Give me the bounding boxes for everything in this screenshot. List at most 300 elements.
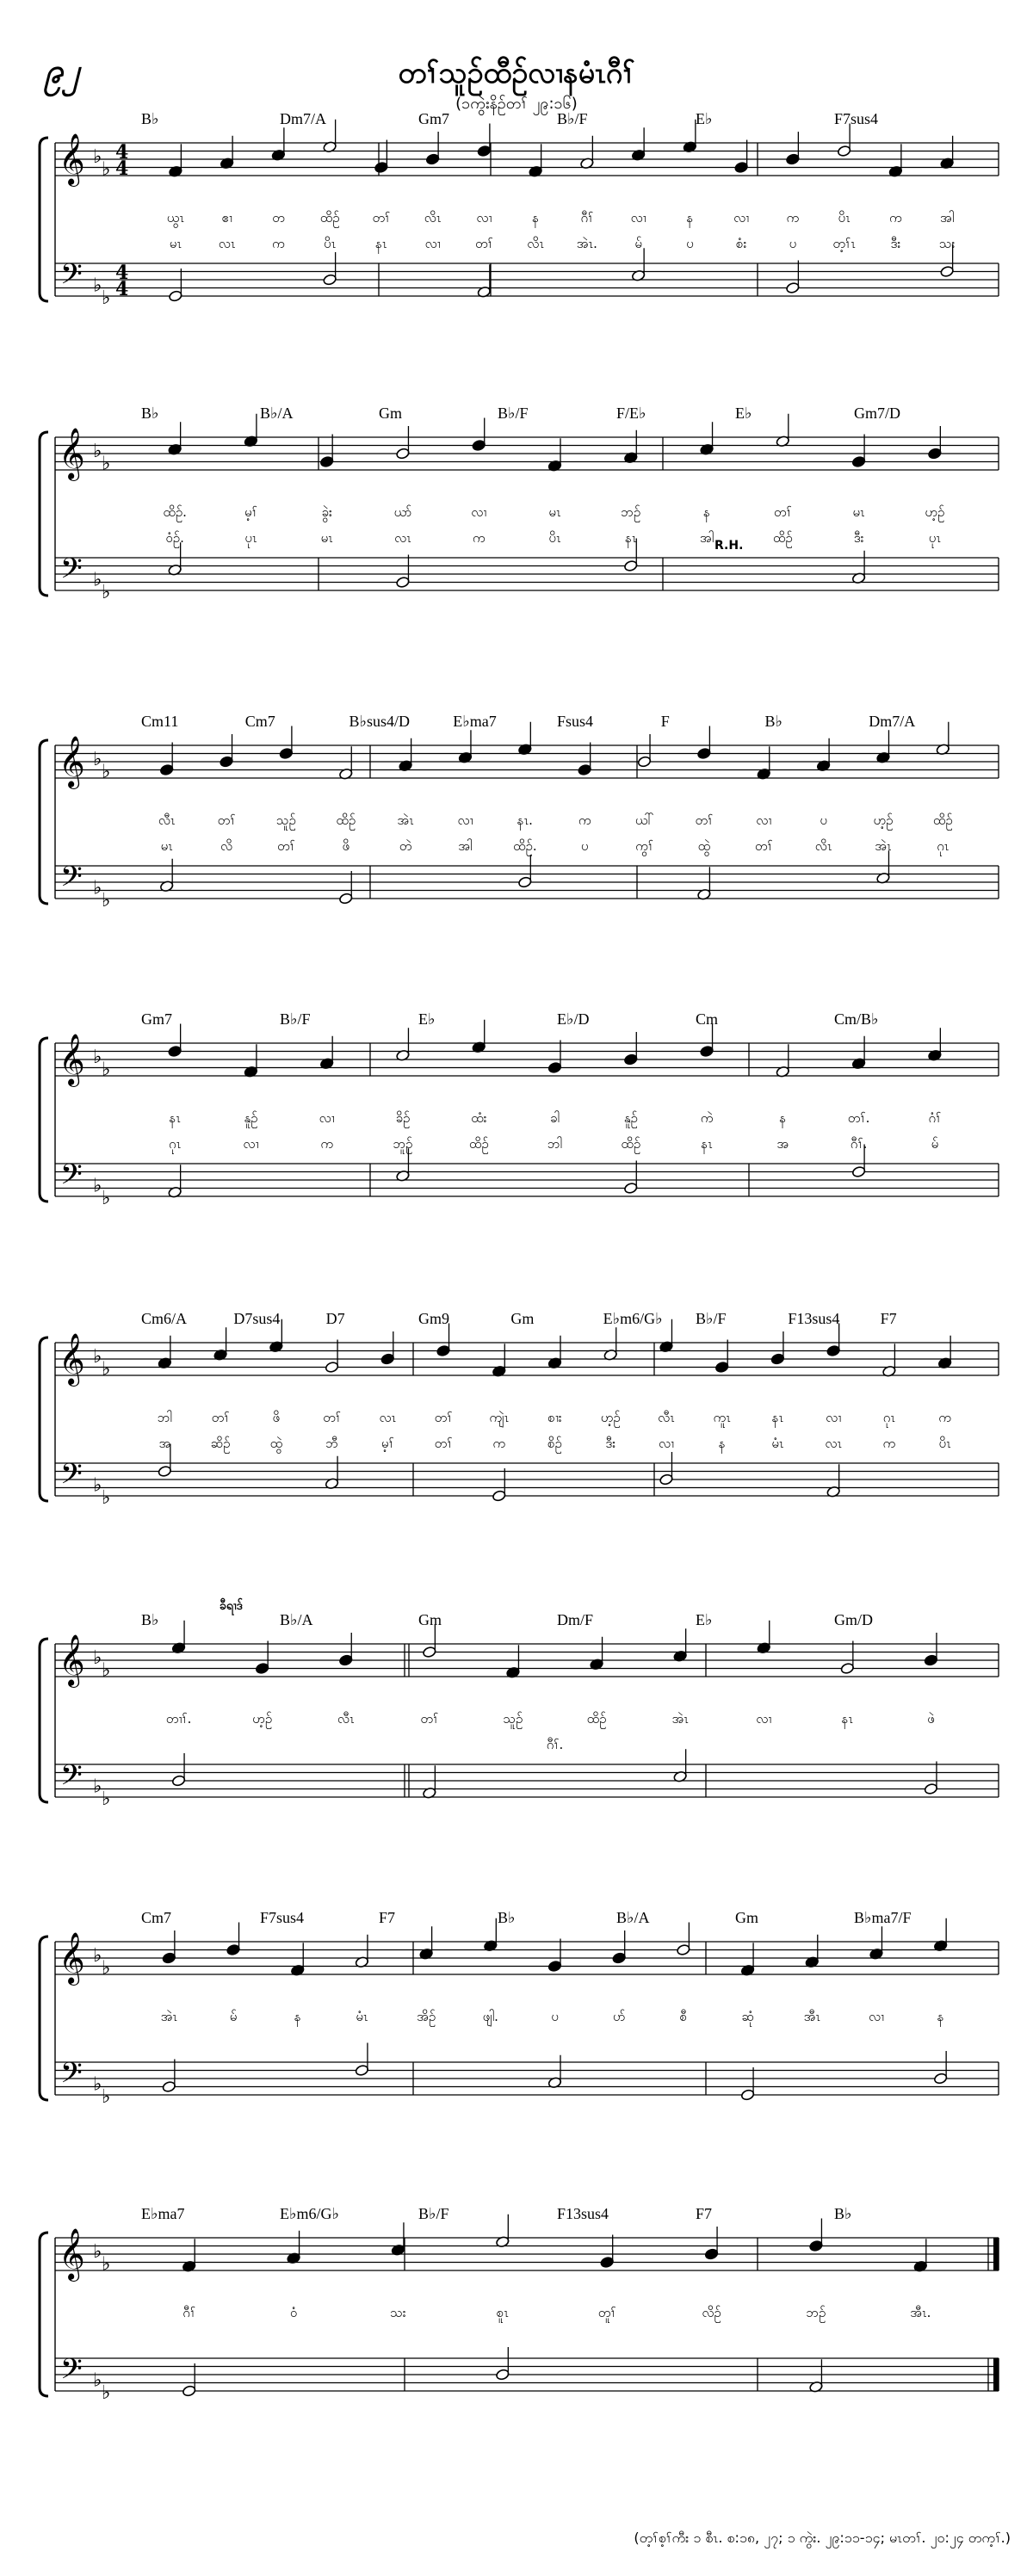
time-signature-bottom: 4 xyxy=(115,158,129,180)
lyric-syllable: နၤ xyxy=(841,1711,854,1727)
notehead xyxy=(492,1490,506,1502)
system-bracket xyxy=(40,432,48,596)
song-title: တၢ်သူဉ်ထီဉ်လၢနမံၤဂီၢ် xyxy=(398,56,635,90)
notehead xyxy=(623,1053,638,1066)
chord-symbols xyxy=(141,2205,852,2222)
notehead xyxy=(851,1165,866,1177)
treble-clef-icon: 𝄞 xyxy=(59,1932,85,1984)
music-system xyxy=(40,2205,999,2404)
notehead xyxy=(374,161,389,173)
score-marker: ခီရၢဒ် xyxy=(220,1599,243,1613)
chord-symbol: D7 xyxy=(325,1310,345,1327)
lyric-syllable: ဂုၤ xyxy=(882,1410,896,1425)
chord-symbol: B♭/A xyxy=(616,1909,650,1926)
lyric-syllable: နူဉ် xyxy=(244,1110,258,1126)
chord-symbol: Gm xyxy=(735,1909,758,1926)
lyric-syllable: ပိၤ xyxy=(838,210,851,225)
chord-symbol: Gm7 xyxy=(141,1010,172,1028)
chord-symbol: Cm11 xyxy=(141,713,179,730)
chord-symbol: B♭ xyxy=(764,713,782,730)
notehead xyxy=(436,1344,451,1356)
notehead xyxy=(323,274,337,286)
lyric-line-1 xyxy=(166,1711,935,1729)
treble-clef-icon: 𝄞 xyxy=(59,1634,85,1686)
flat-icon: ♭ xyxy=(102,1957,111,1980)
notehead xyxy=(338,893,353,905)
lyric-syllable: ခိဉ် xyxy=(395,1110,411,1126)
notehead xyxy=(547,1061,562,1073)
music-system xyxy=(40,1909,999,2108)
chord-symbols xyxy=(141,1010,879,1028)
flat-icon: ♭ xyxy=(102,2381,111,2404)
flat-icon: ♭ xyxy=(93,441,102,462)
lyric-syllable: ဟ့ဉ် xyxy=(600,1410,621,1425)
notehead xyxy=(380,1353,395,1365)
chord-symbol: B♭/F xyxy=(280,1010,311,1028)
lyric-syllable: ထိဉ် xyxy=(772,530,793,546)
flat-icon: ♭ xyxy=(93,1346,102,1368)
lyric-syllable: လိၤ xyxy=(424,210,442,225)
lyric-syllable: ဆိဉ် xyxy=(210,1436,231,1451)
chord-symbols xyxy=(141,713,915,730)
notehead xyxy=(928,448,943,460)
notehead xyxy=(924,1782,938,1795)
notehead xyxy=(809,2239,824,2252)
flat-icon: ♭ xyxy=(93,1647,102,1669)
flat-icon: ♭ xyxy=(93,1776,102,1798)
notehead xyxy=(924,1654,938,1666)
lyric-syllable: ဖျါ. xyxy=(482,2009,498,2024)
chord-symbol: Gm xyxy=(510,1310,535,1327)
system-bracket xyxy=(40,1337,48,1501)
flat-icon: ♭ xyxy=(93,1474,102,1497)
lyric-line-1 xyxy=(163,504,944,522)
notehead xyxy=(279,747,294,759)
lyric-syllable: ဂီၢ် xyxy=(182,2305,196,2320)
chord-symbol: F7sus4 xyxy=(260,1909,305,1926)
chord-symbol: B♭/F xyxy=(696,1310,727,1327)
notehead xyxy=(171,1775,186,1787)
lyric-syllable: လၢ xyxy=(319,1110,335,1126)
lyric-syllable: ဘဉ် xyxy=(621,504,641,520)
lyric-syllable: မၤ xyxy=(548,504,561,520)
lyric-syllable: စိဉ် xyxy=(547,1436,562,1451)
lyric-syllable: ဘဉ် xyxy=(806,2305,826,2320)
chord-symbol: Cm6/A xyxy=(141,1310,188,1327)
lyric-line-2 xyxy=(161,838,949,856)
lyric-syllable: ဆုံ xyxy=(741,2009,754,2024)
time-signature-top: 4 xyxy=(115,141,129,164)
lyric-syllable: န xyxy=(532,210,540,225)
lyric-syllable: န xyxy=(718,1436,726,1451)
lyric-syllable: အီၤ. xyxy=(910,2305,931,2320)
notehead xyxy=(423,1646,437,1658)
lyric-syllable: ကဲ xyxy=(700,1110,714,1126)
flat-icon: ♭ xyxy=(102,158,111,181)
lyric-syllable: ဒီး xyxy=(605,1436,616,1451)
lyric-syllable: န xyxy=(294,2009,301,2024)
treble-clef-icon: 𝄞 xyxy=(59,2228,85,2280)
lyric-syllable: စူၤ xyxy=(496,2305,509,2320)
system-bracket xyxy=(40,2233,48,2396)
notehead xyxy=(472,439,486,451)
lyric-syllable: က xyxy=(938,1410,951,1425)
lyric-syllable: မ့ၢ် xyxy=(380,1436,394,1451)
chord-symbol: B♭ xyxy=(141,405,159,422)
lyric-syllable: သူဉ် xyxy=(503,1711,523,1727)
chord-symbol: F7 xyxy=(880,1310,897,1327)
notehead xyxy=(600,2256,615,2268)
lyric-syllable: အ xyxy=(776,1136,789,1152)
treble-staff xyxy=(55,1644,999,1677)
system-bracket xyxy=(40,1639,48,1802)
notehead xyxy=(169,290,183,302)
notehead xyxy=(578,763,592,775)
chord-symbol: B♭ xyxy=(141,110,159,127)
chord-symbols xyxy=(141,1909,912,1926)
lyric-syllable: လီၤ xyxy=(337,1711,355,1727)
lyric-syllable: လၢ xyxy=(243,1136,259,1152)
treble-staff xyxy=(55,1942,999,1974)
chord-symbol: B♭/F xyxy=(498,405,529,422)
lyric-syllable: နၤ xyxy=(771,1410,784,1425)
lyric-syllable: လၢ xyxy=(756,812,772,828)
lyric-syllable: အိဉ် xyxy=(417,2009,436,2024)
lyric-syllable: ဟ့ဉ် xyxy=(925,504,945,520)
lyric-syllable: န xyxy=(703,504,710,520)
chord-symbol: Fsus4 xyxy=(557,713,594,730)
lyric-syllable: တၢ် xyxy=(420,1711,439,1727)
lyric-syllable: တၢ် xyxy=(434,1410,453,1425)
bass-clef-icon: 𝄢 xyxy=(60,861,83,900)
lyric-syllable: ဂီၢ်. xyxy=(546,1737,564,1752)
lyric-line-2 xyxy=(158,1436,950,1454)
lyric-syllable: ပာ် xyxy=(612,2009,626,2024)
lyric-syllable: န xyxy=(686,210,694,225)
chord-symbols xyxy=(141,110,878,127)
lyric-syllable: ပုၤ xyxy=(244,530,257,546)
lyric-line-1 xyxy=(169,1110,941,1128)
notehead xyxy=(786,153,801,165)
lyric-syllable: ဂီၢ်. xyxy=(850,1136,868,1152)
lyric-syllable: ပိၤ xyxy=(548,530,561,546)
notehead xyxy=(547,1960,562,1972)
lyric-line-2 xyxy=(547,1737,564,1752)
flat-icon: ♭ xyxy=(93,749,102,770)
notehead xyxy=(518,876,533,888)
notehead xyxy=(319,455,334,467)
bass-clef-icon: 𝄢 xyxy=(60,2057,83,2097)
lyric-syllable: ဘါ xyxy=(157,1410,172,1425)
lyric-syllable: ဂုၤ xyxy=(937,838,949,854)
notehead xyxy=(637,756,652,768)
notehead xyxy=(826,1344,841,1356)
chord-symbol: F/E♭ xyxy=(616,405,646,422)
lyric-syllable: တၢၢ်. xyxy=(165,1711,192,1727)
lyric-syllable: က xyxy=(320,1136,334,1152)
lyric-syllable: မၤ xyxy=(320,530,333,546)
lyric-syllable: လၤ xyxy=(218,236,236,251)
music-system xyxy=(40,1310,999,1509)
chord-symbol: Gm9 xyxy=(418,1310,449,1327)
chord-symbol: E♭ma7 xyxy=(453,713,497,730)
chord-symbol: Gm/D xyxy=(834,1611,873,1628)
treble-clef-icon: 𝄞 xyxy=(59,428,85,479)
lyric-syllable: ဧၢ xyxy=(221,210,232,225)
chord-symbol: Dm/F xyxy=(557,1611,594,1628)
flat-icon: ♭ xyxy=(93,1175,102,1197)
notehead xyxy=(338,1654,353,1666)
lyric-syllable: စီ xyxy=(679,2009,688,2024)
notehead xyxy=(851,455,866,467)
notehead xyxy=(226,1943,241,1955)
lyric-syllable: အဲၤ xyxy=(397,812,414,828)
lyric-syllable: ဂံၢ် xyxy=(928,1110,942,1126)
lyric-syllable: ကူၤ xyxy=(713,1410,731,1425)
notehead xyxy=(355,2064,369,2076)
chord-symbols xyxy=(141,1310,897,1327)
lyric-syllable: လိ xyxy=(220,838,233,854)
lyric-syllable: ထိဉ် xyxy=(621,1136,641,1152)
lyric-syllable: တ xyxy=(272,210,285,225)
lyric-syllable: သး xyxy=(390,2305,406,2320)
lyric-syllable: မ် xyxy=(634,236,642,251)
lyric-syllable: တၢ် xyxy=(773,504,792,520)
lyric-syllable: လၢ xyxy=(457,812,473,828)
lyric-syllable: တၢ် xyxy=(434,1436,453,1451)
lyric-syllable: ပ xyxy=(580,838,589,854)
lyric-syllable: ထိဉ် xyxy=(468,1136,489,1152)
lyric-syllable: ဖိ xyxy=(272,1410,281,1425)
notehead xyxy=(933,2073,948,2085)
flat-icon: ♭ xyxy=(102,1187,111,1209)
notehead xyxy=(425,153,440,165)
bass-clef-icon: 𝄢 xyxy=(60,553,83,592)
flat-icon: ♭ xyxy=(93,1945,102,1967)
notehead xyxy=(840,1662,855,1674)
lyric-syllable: က xyxy=(882,1436,896,1451)
notehead xyxy=(940,265,955,277)
lyric-syllable: နၤ. xyxy=(516,812,533,828)
notehead xyxy=(740,2089,755,2101)
lyric-line-1 xyxy=(158,812,953,831)
notehead xyxy=(612,1952,627,1964)
lyric-line-1 xyxy=(182,2305,931,2323)
lyric-syllable: ပိၤ xyxy=(938,1436,951,1451)
lyric-syllable: ထွဲ xyxy=(269,1436,283,1451)
lyric-syllable: လၢ xyxy=(471,504,487,520)
chord-symbol: B♭ma7/F xyxy=(854,1909,912,1926)
lyric-syllable: ထွဲ xyxy=(697,838,711,854)
lyric-syllable: မၤ xyxy=(169,236,182,251)
lyric-syllable: က xyxy=(472,530,486,546)
lyric-syllable: မံၤ xyxy=(771,1436,784,1451)
lyric-syllable: ဟ့ဉ် xyxy=(873,812,894,828)
lyric-syllable: အီၤ xyxy=(803,2009,820,2024)
lyric-syllable: က xyxy=(786,210,800,225)
lyric-syllable: အါ xyxy=(939,210,955,225)
lyric-syllable: ခွဲး xyxy=(321,504,332,520)
scripture-reference: (၁ကွဲး‌နိဉ်တၢ် ၂၉:၁၆) xyxy=(455,95,578,113)
bass-staff xyxy=(55,1463,999,1496)
chord-symbol: F xyxy=(660,713,670,730)
chord-symbol: Cm xyxy=(696,1010,719,1028)
lyric-syllable: လၢ xyxy=(476,210,492,225)
bass-clef-icon: 𝄢 xyxy=(60,1458,83,1498)
lyric-syllable: လၢ xyxy=(826,1410,842,1425)
notehead xyxy=(697,747,712,759)
lyric-line-1 xyxy=(161,2009,944,2027)
lyric-syllable: ယွၤ xyxy=(166,210,184,225)
lyric-syllable: ထိဉ်. xyxy=(513,838,537,854)
flat-icon: ♭ xyxy=(102,581,111,603)
lyric-syllable: တၢ် xyxy=(211,1410,230,1425)
lyric-syllable: လၢ xyxy=(424,236,441,251)
lyric-syllable: အဲၤ xyxy=(160,2009,178,2024)
notehead xyxy=(182,2385,196,2397)
flat-icon: ♭ xyxy=(102,889,111,911)
time-signature-bottom: 4 xyxy=(115,278,129,300)
lyric-syllable: တ့ၢ်ၤ xyxy=(832,236,856,251)
lyric-syllable: ထိဉ် xyxy=(336,812,356,828)
bass-clef-icon: 𝄢 xyxy=(60,258,83,298)
flat-icon: ♭ xyxy=(102,1788,111,1810)
flat-icon: ♭ xyxy=(93,275,102,297)
flat-icon: ♭ xyxy=(93,1047,102,1068)
notehead xyxy=(837,145,851,157)
lyric-syllable: ပ xyxy=(789,236,797,251)
lyric-syllable: ယါ် xyxy=(634,812,654,828)
lyric-syllable: လီၤ xyxy=(658,1410,675,1425)
final-barline xyxy=(993,2238,999,2270)
lyric-syllable: က xyxy=(578,812,591,828)
chord-symbol: E♭m6/G♭ xyxy=(603,1310,663,1327)
chord-symbol: Cm/B♭ xyxy=(834,1010,879,1028)
lyric-syllable: လၢ xyxy=(868,2009,884,2024)
lyric-syllable: အဲၤ. xyxy=(576,236,597,251)
lyric-syllable: လၢ xyxy=(756,1711,772,1727)
lyric-syllable: မံၤ xyxy=(356,2009,368,2024)
lyric-syllable: လၤ xyxy=(379,1410,397,1425)
chord-symbols xyxy=(141,405,900,422)
notehead xyxy=(786,281,801,293)
time-signature-top: 4 xyxy=(115,262,129,284)
music-system xyxy=(40,1010,999,1209)
flat-icon: ♭ xyxy=(93,2241,102,2263)
lyric-syllable: နၤ xyxy=(701,1136,713,1152)
flat-icon: ♭ xyxy=(102,1659,111,1682)
lyric-syllable: သူဉ် xyxy=(275,812,296,828)
treble-clef-icon: 𝄞 xyxy=(59,133,85,185)
treble-clef-icon: 𝄞 xyxy=(59,1034,85,1085)
notehead xyxy=(496,2369,510,2381)
lyric-syllable: တဲ xyxy=(399,838,412,854)
chord-symbol: B♭/F xyxy=(557,110,588,127)
lyric-syllable: ထိဉ် xyxy=(586,1711,607,1727)
lyric-syllable: လီၤ xyxy=(158,812,176,828)
chord-symbol: Gm7 xyxy=(418,110,449,127)
lyric-syllable: က xyxy=(492,1436,506,1451)
system-bracket xyxy=(40,740,48,904)
bass-staff xyxy=(55,2358,999,2391)
system-bracket xyxy=(40,1937,48,2100)
system-bracket xyxy=(40,1038,48,1202)
lyric-syllable: မၤ xyxy=(160,838,173,854)
lyric-syllable: သး xyxy=(938,236,956,251)
lyric-syllable: ပ xyxy=(551,2009,559,2024)
lyric-syllable: ဝံ xyxy=(289,2305,298,2320)
chord-symbol: Gm xyxy=(418,1611,442,1628)
lyric-syllable: ဒီး xyxy=(853,530,864,546)
flat-icon: ♭ xyxy=(102,287,111,309)
lyric-syllable: နူဉ် xyxy=(623,1110,638,1126)
bass-staff xyxy=(55,1764,999,1797)
chord-symbol: B♭/A xyxy=(280,1611,313,1628)
lyric-syllable: အဲၤ xyxy=(671,1711,689,1727)
chord-symbol: B♭ xyxy=(141,1611,159,1628)
lyric-syllable: တၢ် xyxy=(217,812,236,828)
lyric-syllable: က xyxy=(889,210,902,225)
flat-icon: ♭ xyxy=(93,2073,102,2096)
lyric-syllable: ပ xyxy=(820,812,827,828)
notehead xyxy=(159,763,174,775)
flat-icon: ♭ xyxy=(102,1059,111,1081)
notehead xyxy=(477,145,492,157)
notehead xyxy=(255,1662,269,1674)
lyric-syllable: န xyxy=(937,2009,944,2024)
notehead xyxy=(162,2080,176,2092)
chord-symbol: Dm7/A xyxy=(280,110,326,127)
lyric-syllable: ကွၢ် xyxy=(635,838,653,854)
bass-staff xyxy=(55,2062,999,2095)
lyric-line-2 xyxy=(169,1136,938,1154)
lyric-syllable: အ xyxy=(158,1436,171,1451)
bass-clef-icon: 𝄢 xyxy=(60,1759,83,1799)
lyric-syllable: ပိၤ xyxy=(324,236,337,251)
chord-symbol: Dm7/A xyxy=(869,713,916,730)
chord-symbol: F7sus4 xyxy=(834,110,879,127)
lyric-syllable: ထိဉ် xyxy=(319,210,340,225)
lyric-syllable: တူၢ် xyxy=(597,2305,616,2320)
chord-symbol: E♭/D xyxy=(557,1010,590,1028)
lyric-syllable: ဘီ xyxy=(325,1436,338,1451)
treble-staff xyxy=(55,2238,999,2270)
music-system xyxy=(40,405,999,603)
lyric-syllable: ဘါ xyxy=(547,1136,563,1152)
notehead xyxy=(162,1952,176,1964)
lyric-syllable: အါ xyxy=(458,838,473,854)
lyric-syllable: ဖဲ xyxy=(927,1711,935,1727)
chord-symbol: Gm xyxy=(379,405,402,422)
lyric-line-1 xyxy=(167,210,955,228)
lyric-syllable: လိၤ xyxy=(814,838,832,854)
lyric-syllable: လၢ xyxy=(658,1436,674,1451)
chord-symbol: E♭m6/G♭ xyxy=(280,2205,339,2222)
chord-symbols xyxy=(141,1611,873,1628)
chord-symbol: E♭ xyxy=(696,1611,713,1628)
lyric-syllable: တၢ် xyxy=(754,838,773,854)
lyric-syllable: တၢ် xyxy=(474,236,493,251)
chord-symbol: B♭/F xyxy=(418,2205,449,2222)
lyric-line-1 xyxy=(158,1410,951,1428)
treble-clef-icon: 𝄞 xyxy=(59,1333,85,1385)
notehead xyxy=(396,448,411,460)
lyric-syllable: အါ xyxy=(699,530,714,546)
lyric-syllable: ယာ် xyxy=(393,504,412,520)
chord-symbol: Gm7/D xyxy=(854,405,900,422)
lyric-syllable: ပ xyxy=(686,236,694,251)
notehead xyxy=(704,2248,719,2260)
